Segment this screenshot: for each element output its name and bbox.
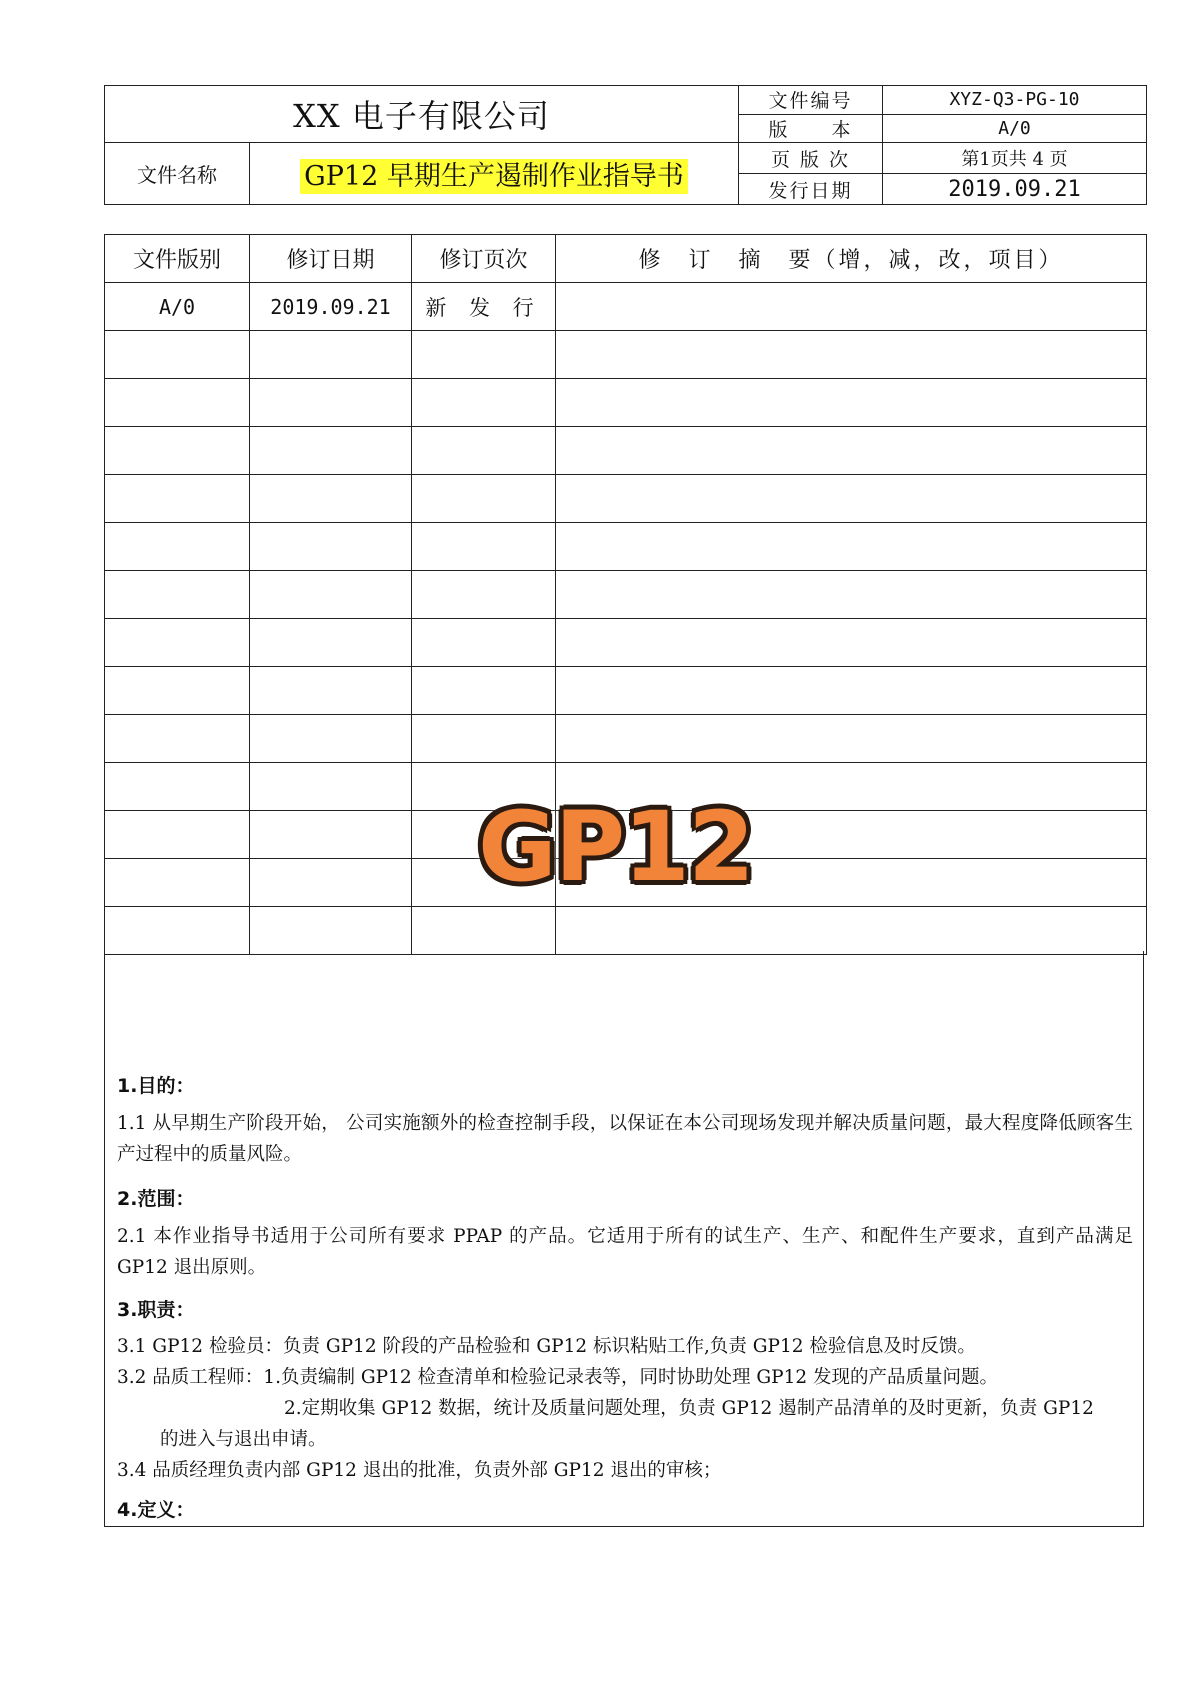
responsibility-quality-engineer-2-cont: 的进入与退出申请。 — [160, 1429, 327, 1450]
gp12-watermark: GP12 — [478, 791, 753, 903]
responsibility-quality-engineer-2: 2.定期收集 GP12 数据，统计及质量问题处理，负责 GP12 遏制产品清单的及时更新，负责 GP12 — [284, 1398, 1094, 1419]
revision-date-cell: 2019.09.21 — [250, 283, 412, 331]
table-row — [105, 619, 1147, 667]
table-row — [105, 331, 1147, 379]
section-scope-title: 2.范围： — [117, 1188, 195, 1210]
revision-version-cell: A/0 — [105, 283, 250, 331]
table-row — [105, 523, 1147, 571]
responsibility-quality-engineer: 3.2 品质工程师：1.负责编制 GP12 检查清单和检验记录表等，同时协助处理 GP12 发现的产品质量问题。 — [117, 1367, 999, 1388]
version-value: A/0 — [883, 114, 1147, 143]
table-row — [105, 715, 1147, 763]
document-header-table — [104, 85, 1147, 205]
section-purpose-text: 1.1 从早期生产阶段开始， 公司实施额外的检查控制手段，以保证在本公司现场发现并解决质量问题，最大程度降低顾客生产过程中的质量风险。 — [117, 1113, 1133, 1165]
table-row — [105, 667, 1147, 715]
document-body — [104, 951, 1144, 1527]
table-row — [105, 379, 1147, 427]
table-row — [105, 475, 1147, 523]
table-row — [105, 283, 1147, 331]
doc-number-label: 文件编号 — [739, 86, 883, 115]
col-header-date: 修订日期 — [250, 235, 412, 283]
revision-summary-cell — [556, 283, 1147, 331]
table-row — [105, 907, 1147, 955]
col-header-pages: 修订页次 — [412, 235, 556, 283]
issue-date-value: 2019.09.21 — [883, 174, 1147, 205]
table-row — [105, 427, 1147, 475]
table-row — [105, 571, 1147, 619]
section-definition-title: 4.定义： — [117, 1499, 195, 1521]
revision-header-row — [105, 235, 1147, 283]
responsibility-inspector: 3.1 GP12 检验员：负责 GP12 阶段的产品检验和 GP12 标识粘贴工作,负责 GP12 检验信息及时反馈。 — [117, 1336, 976, 1357]
col-header-summary: 修 订 摘 要（增，减，改，项目） — [556, 235, 1147, 283]
page-label: 页 版 次 — [739, 143, 883, 174]
document-title-text: GP12 早期生产遏制作业指导书 — [300, 159, 688, 194]
page-value: 第1页共 4 页 — [883, 143, 1147, 174]
issue-date-label: 发行日期 — [739, 174, 883, 205]
file-name-label: 文件名称 — [105, 143, 250, 205]
revision-pages-cell: 新 发 行 — [412, 283, 556, 331]
section-purpose-title: 1.目的： — [117, 1075, 195, 1097]
responsibility-quality-manager: 3.4 品质经理负责内部 GP12 退出的批准，负责外部 GP12 退出的审核； — [117, 1460, 722, 1481]
version-label: 版 本 — [739, 114, 883, 143]
section-scope-text: 2.1 本作业指导书适用于公司所有要求 PPAP 的产品。它适用于所有的试生产、生产、和配件生产要求，直到产品满足 GP12 退出原则。 — [117, 1226, 1133, 1278]
company-name: XX 电子有限公司 — [105, 86, 739, 143]
doc-number-value: XYZ-Q3-PG-10 — [883, 86, 1147, 115]
col-header-version: 文件版别 — [105, 235, 250, 283]
section-responsibility-title: 3.职责： — [117, 1299, 195, 1321]
document-title — [250, 143, 739, 205]
